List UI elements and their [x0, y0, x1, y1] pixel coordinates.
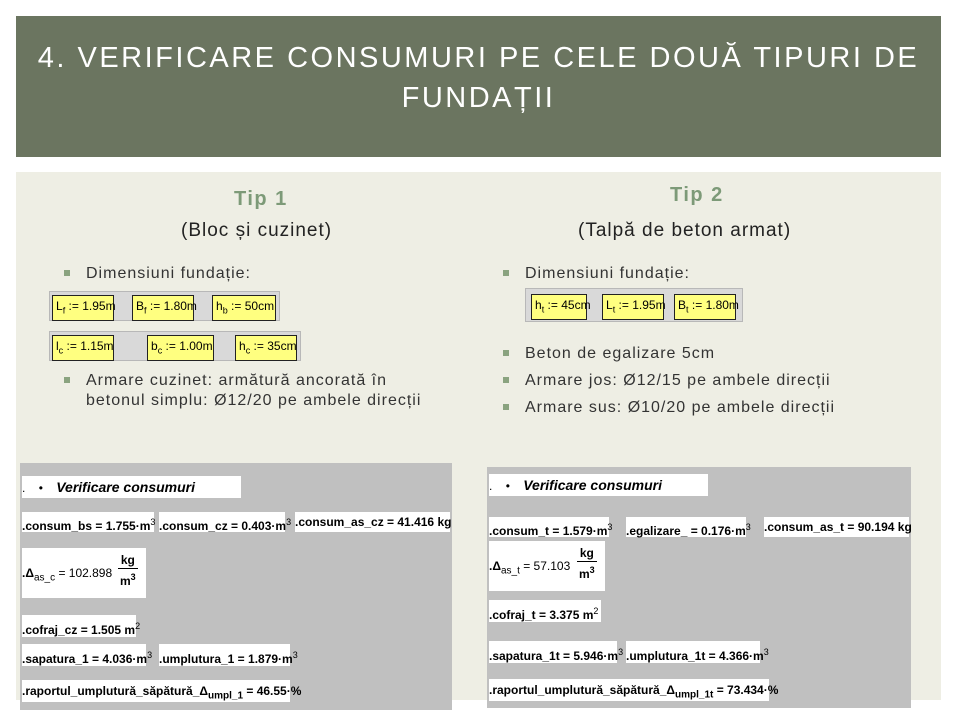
tip1-calc-panel [20, 463, 452, 710]
bullet-marker [503, 377, 509, 383]
tip2-calc-panel [487, 467, 911, 708]
title-line-1: 4. VERIFICARE CONSUMURI PE CELE DOUĂ TIPURI DE [37, 42, 920, 74]
tip1-bullet-arm: Armare cuzinet: armătură ancorată în betonul simplu: Ø12/20 pe ambele direcții [64, 371, 464, 411]
tip2-dims-row1 [525, 288, 743, 322]
bullet-marker [503, 270, 509, 276]
tip1-dim-Lf[interactable]: $L_f$ := 1.95m [52, 295, 114, 321]
tip2-bullet-jos: Armare jos: Ø12/15 pe ambele direcții [503, 371, 831, 391]
tip1-dim-hb[interactable]: $h_b$ := 50cm [212, 295, 276, 321]
bullet-marker [503, 404, 509, 410]
tip1-consum-bs: .consum_bs = $1.755\cdot m^3$ [22, 512, 154, 532]
bullet-marker [503, 350, 509, 356]
tip1-subtitle: (Bloc și cuzinet) [181, 220, 333, 241]
tip2-dim-Lt[interactable]: $L_t$ := 1.95m [602, 294, 664, 320]
tip1-bullet-dim: Dimensiuni fundație: [64, 264, 251, 284]
bullet-dot: • [505, 479, 510, 493]
tip1-title: Tip 1 [234, 188, 288, 210]
tip1-consum-as-cz: .consum_as_cz = 41.416 kg [295, 512, 450, 532]
tip2-calc-heading: . • Verificare consumuri [489, 474, 708, 496]
tip1-delta-as-c: $.\Delta_{as\_c} = 102.898$ $\frac{kg}{m^3}$ [22, 548, 146, 598]
tip1-dim-hc[interactable]: $h_c$ := 35cm [235, 335, 297, 361]
tip1-calc-heading: . • Verificare consumuri [22, 476, 241, 498]
bullet-marker [64, 377, 70, 383]
slide-header [16, 16, 941, 157]
tip2-cofraj-t: .cofraj_t = 3.375 $m^2$ [489, 600, 601, 622]
tip1-dims-row2 [49, 331, 301, 361]
tip1-cofraj-cz: .cofraj_cz = 1.505 $m^2$ [22, 615, 136, 637]
tip1-dims-row1 [49, 291, 280, 321]
bullet-dot: • [38, 481, 43, 495]
tip1-dim-lc[interactable]: $l_c$ := 1.15m [52, 335, 114, 361]
tip2-bullet-beton: Beton de egalizare 5cm [503, 344, 715, 364]
tip2-dim-ht[interactable]: $h_t$ := 45cm [531, 294, 587, 320]
tip2-raport: $.raportul\_umplutură\_săpătură\_\Delta_{umpl\_1t} = 73.434\cdot\%$ [489, 679, 769, 701]
bullet-marker [64, 270, 70, 276]
tip1-umplutura-1: .umplutura_1 = $1.879\cdot m^3$ [159, 644, 290, 666]
tip2-dim-Bt[interactable]: $B_t$ := 1.80m [674, 294, 736, 320]
tip1-dim-bc[interactable]: $b_c$ := 1.00m [147, 335, 214, 361]
tip2-bullet-dim: Dimensiuni fundație: [503, 264, 690, 284]
tip2-bullet-sus: Armare sus: Ø10/20 pe ambele direcții [503, 398, 835, 418]
tip1-sapatura-1: .sapatura_1 = $4.036\cdot m^3$ [22, 644, 146, 666]
tip2-consum-t: .consum_t = $1.579\cdot m^3$ [489, 517, 609, 537]
tip2-egalizare: .egalizare_ = $0.176\cdot m^3$ [626, 517, 746, 537]
tip2-subtitle: (Talpă de beton armat) [578, 220, 792, 241]
tip2-umplutura-1t: .umplutura_1t = $4.366\cdot m^3$ [626, 641, 760, 663]
title-line-2: FUNDAȚII [401, 82, 556, 114]
tip2-title: Tip 2 [670, 184, 724, 206]
tip1-consum-cz: .consum_cz = $0.403\cdot m^3$ [159, 512, 285, 532]
tip1-dim-Bf[interactable]: $B_f$ := 1.80m [132, 295, 194, 321]
tip2-delta-as-t: $.\Delta_{as\_t} = 57.103$ $\frac{kg}{m^3}$ [489, 541, 605, 591]
tip1-raport: $.raportul\_umplutură\_săpătură\_\Delta_{umpl\_1} = 46.55\cdot\%$ [22, 680, 290, 702]
tip2-sapatura-1t: .sapatura_1t = $5.946\cdot m^3$ [489, 641, 617, 663]
tip2-consum-as-t: .consum_as_t = 90.194 kg [764, 517, 909, 537]
slide-title [16, 38, 941, 118]
